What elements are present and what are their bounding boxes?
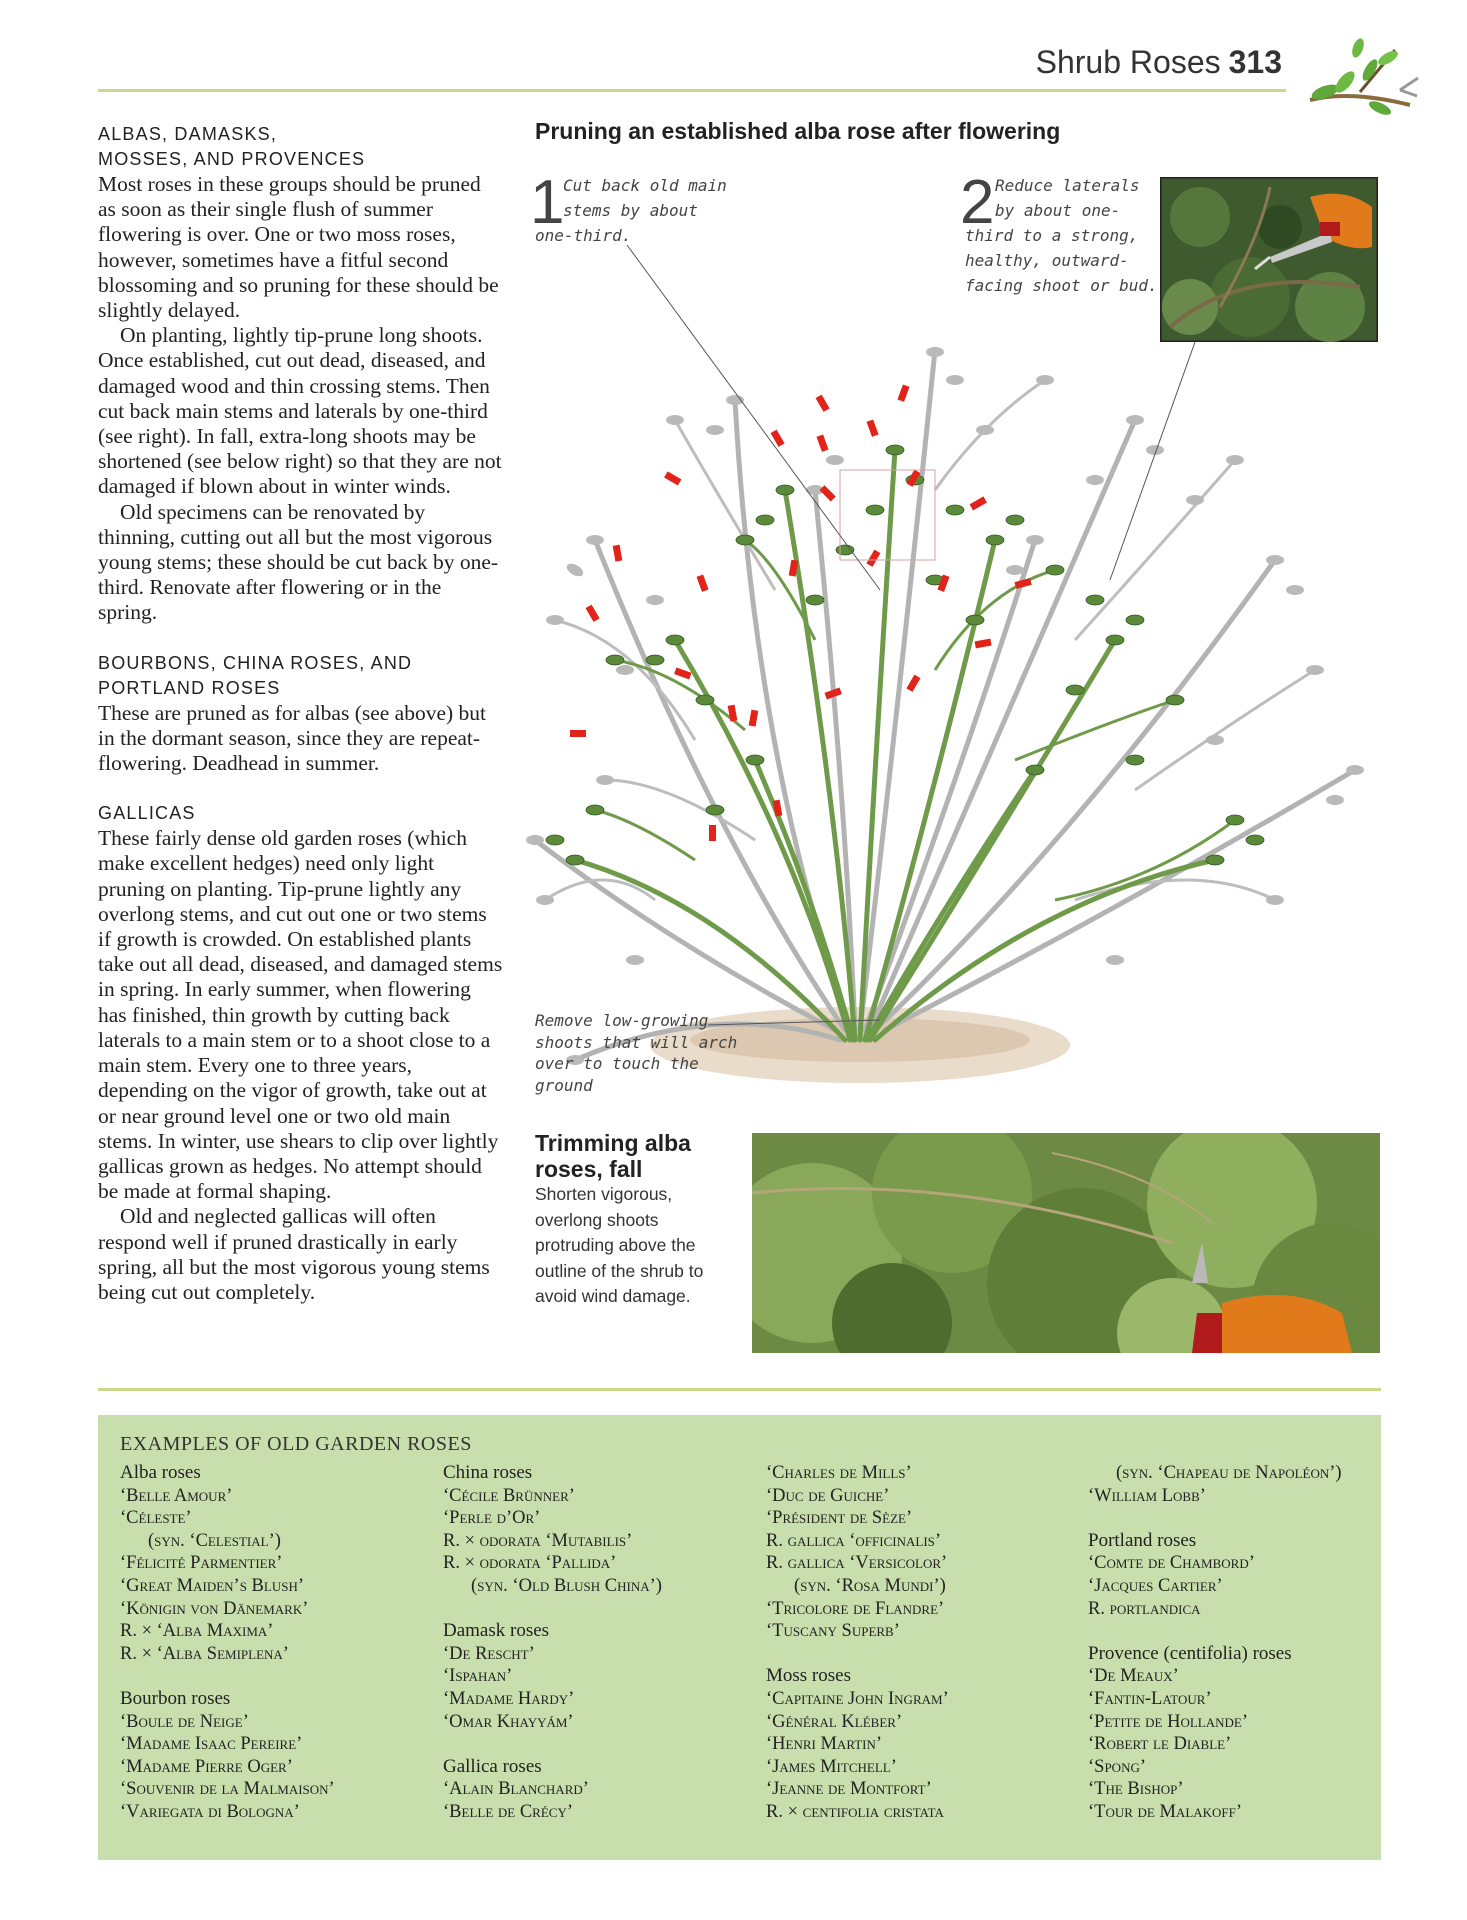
alba-rose-shrub-illustration <box>515 340 1395 1100</box>
paragraph: On planting, lightly tip-prune long shoots. Once established, cut out dead, diseased, and damaged wood and thin crossing stems. Then cut back main stems and laterals by one-third (see right). In fall, extra-long shoots may be shortened (see below right) so that they are not damaged if blown about in winter winds. <box>98 323 502 499</box>
rose-variety: R. gallica ‘officinalis’ <box>766 1530 942 1551</box>
examples-title: EXAMPLES OF OLD GARDEN ROSES <box>120 1433 472 1455</box>
rose-variety: ‘Souvenir de la Malmaison’ <box>120 1779 335 1800</box>
rose-variety: (syn. ‘Chapeau de Napoléon’) <box>1116 1463 1342 1483</box>
rose-variety: ‘De Meaux’ <box>1088 1666 1179 1687</box>
rose-variety: ‘Variegata di Bologna’ <box>120 1801 300 1822</box>
step-caption-1: Cut back old main stems by about one-third. <box>535 176 727 245</box>
rose-variety: ‘Madame Isaac Pereire’ <box>120 1734 303 1755</box>
trimming-title: Trimming alba roses, fall <box>535 1130 691 1182</box>
spacer <box>1088 1507 1378 1530</box>
paragraph: These are pruned as for albas (see above) but in the dormant season, since they are repeat-flowering. Deadhead in summer. <box>98 700 487 776</box>
rose-group-heading: Gallica roses <box>443 1755 542 1777</box>
rose-variety: ‘Jacques Cartier’ <box>1088 1575 1223 1596</box>
rose-variety: ‘Duc de Guiche’ <box>766 1485 890 1506</box>
rose-variety: ‘Belle Amour’ <box>120 1485 233 1506</box>
rose-variety: ‘Madame Hardy’ <box>443 1688 575 1709</box>
rose-variety: ‘Great Maiden’s Blush’ <box>120 1575 304 1596</box>
rose-variety: ‘Capitaine John Ingram’ <box>766 1688 949 1709</box>
rose-variety: ‘William Lobb’ <box>1088 1485 1206 1506</box>
running-head <box>1036 44 1282 81</box>
rose-variety: ‘Général Kléber’ <box>766 1711 903 1732</box>
examples-column-4 <box>1088 1462 1378 1824</box>
trimming-text: Shorten vigorous, overlong shoots protruding above the outline of the shrub to avoid wind damage. <box>535 1184 704 1306</box>
rose-variety: ‘Belle de Crécy’ <box>443 1801 574 1822</box>
rose-variety: ‘Cécile Brünner’ <box>443 1485 575 1506</box>
section-heading-albas: ALBAS, DAMASKS, MOSSES, AND PROVENCES <box>98 124 366 169</box>
rose-variety: ‘Boule de Neige’ <box>120 1711 249 1732</box>
rose-group-heading: Portland roses <box>1088 1529 1197 1551</box>
examples-column-1 <box>120 1462 440 1824</box>
section-body-gallicas <box>98 826 503 1305</box>
rose-variety: ‘Céleste’ <box>120 1508 192 1529</box>
rose-group-heading: Moss roses <box>766 1665 851 1687</box>
step-number-1: 1 <box>530 168 565 237</box>
rose-variety: ‘Tuscany Superb’ <box>766 1621 900 1642</box>
section-body-bourbons <box>98 701 503 777</box>
spacer <box>766 1643 1086 1666</box>
rose-variety: ‘Comte de Chambord’ <box>1088 1553 1255 1574</box>
examples-column-3 <box>766 1462 1086 1824</box>
rose-sprig-icon <box>1300 30 1420 130</box>
rose-variety: ‘Ispahan’ <box>443 1666 513 1687</box>
examples-column-2 <box>443 1462 763 1824</box>
rose-variety: ‘Fantin-Latour’ <box>1088 1688 1212 1709</box>
trimming-shoots-photo <box>752 1133 1380 1353</box>
rose-group-heading: Bourbon roses <box>120 1687 231 1709</box>
rose-variety: (syn. ‘Rosa Mundi’) <box>794 1575 946 1596</box>
rose-variety: ‘Charles de Mills’ <box>766 1463 912 1483</box>
section-title: Shrub Roses <box>1035 44 1221 80</box>
rose-variety: ‘James Mitchell’ <box>766 1756 897 1777</box>
rose-variety: ‘Robert le Diable’ <box>1088 1734 1232 1755</box>
ground-shoots-caption: Remove low-growing shoots that will arch over to touch the ground <box>535 1011 738 1095</box>
paragraph: Most roses in these groups should be pruned as soon as their single flush of summer flowering is over. One or two moss roses, however, sometimes have a fitful second blossoming and so pruning for these should be slightly delayed. <box>98 172 499 323</box>
rose-variety: ‘Madame Pierre Oger’ <box>120 1756 293 1777</box>
rose-variety: R. portlandica <box>1088 1598 1201 1619</box>
rose-variety: ‘De Rescht’ <box>443 1643 535 1664</box>
rose-variety: ‘Tricolore de Flandre’ <box>766 1598 945 1619</box>
rose-variety: ‘Président de Sèze’ <box>766 1508 913 1529</box>
section-heading-bourbons: BOURBONS, CHINA ROSES, AND PORTLAND ROSES <box>98 652 413 698</box>
pruning-closeup-photo <box>1160 177 1378 342</box>
paragraph: Old and neglected gallicas will often respond well if pruned drastically in early spring, all but the most vigorous young stems being cut out completely. <box>98 1204 490 1304</box>
spacer <box>443 1733 763 1756</box>
rose-group-heading: China roses <box>443 1462 533 1483</box>
rose-variety: ‘Tour de Malakoff’ <box>1088 1801 1243 1822</box>
section-rule <box>98 1388 1381 1391</box>
rose-variety: R. × odorata ‘Pallida’ <box>443 1553 617 1574</box>
figure-title: Pruning an established alba rose after flowering <box>535 118 1061 144</box>
spacer <box>120 1665 440 1688</box>
paragraph: These fairly dense old garden roses (which make excellent hedges) need only light pruning on planting. Tip-prune lightly any overlong stems, and cut out one or two stems if growth is crowded. On established plants take out all dead, diseased, and damaged stems in spring. In early summer, when flowering has finished, thin growth by cutting back laterals to a main stem or to a shoot close to a main stem. Every one to three years, depending on the vigor of growth, take out at or near ground level one or two old main stems. In winter, use shears to clip over lightly gallicas grown as hedges. No attempt should be made at formal shaping. <box>98 826 503 1204</box>
rose-variety: ‘Omar Khayyám’ <box>443 1711 574 1732</box>
section-heading-gallicas: GALLICAS <box>98 803 196 824</box>
step-caption-2: Reduce laterals by about one- third to a strong, healthy, outward- facing shoot or bud. <box>965 176 1158 295</box>
page-number: 313 <box>1228 44 1282 80</box>
rose-variety: R. × centifolia cristata <box>766 1801 944 1822</box>
left-column <box>98 122 503 1305</box>
rose-variety: ‘Félicité Parmentier’ <box>120 1553 283 1574</box>
rose-variety: ‘Alain Blanchard’ <box>443 1779 589 1800</box>
rose-variety: R. × ‘Alba Semiplena’ <box>120 1643 289 1664</box>
examples-panel <box>98 1415 1381 1860</box>
rose-group-heading: Provence (centifolia) roses <box>1088 1642 1292 1664</box>
rose-variety: ‘Perle d’Or’ <box>443 1508 541 1529</box>
rose-variety: ‘The Bishop’ <box>1088 1779 1184 1800</box>
spacer <box>1088 1620 1378 1643</box>
step-number-2: 2 <box>960 168 995 237</box>
paragraph: Old specimens can be renovated by thinning, cutting out all but the most vigorous young stems; these should be cut back by one-third. Renovate after flowering or in the spring. <box>98 499 499 625</box>
rose-variety: R. × ‘Alba Maxima’ <box>120 1621 274 1642</box>
rose-variety: ‘Henri Martin’ <box>766 1734 883 1755</box>
rose-group-heading: Damask roses <box>443 1620 550 1642</box>
rose-variety: R. gallica ‘Versicolor’ <box>766 1553 948 1574</box>
section-body-albas <box>98 172 503 626</box>
rose-variety: (syn. ‘Old Blush China’) <box>471 1575 662 1596</box>
rose-variety: ‘Königin von Dänemark’ <box>120 1598 309 1619</box>
rose-group-heading: Alba roses <box>120 1462 201 1483</box>
rose-variety: ‘Spong’ <box>1088 1756 1147 1777</box>
rose-variety: ‘Jeanne de Montfort’ <box>766 1779 932 1800</box>
rose-variety: ‘Petite de Hollande’ <box>1088 1711 1249 1732</box>
spacer <box>443 1598 763 1621</box>
header-rule <box>98 89 1286 92</box>
rose-variety: (syn. ‘Celestial’) <box>148 1530 281 1551</box>
rose-variety: R. × odorata ‘Mutabilis’ <box>443 1530 633 1551</box>
